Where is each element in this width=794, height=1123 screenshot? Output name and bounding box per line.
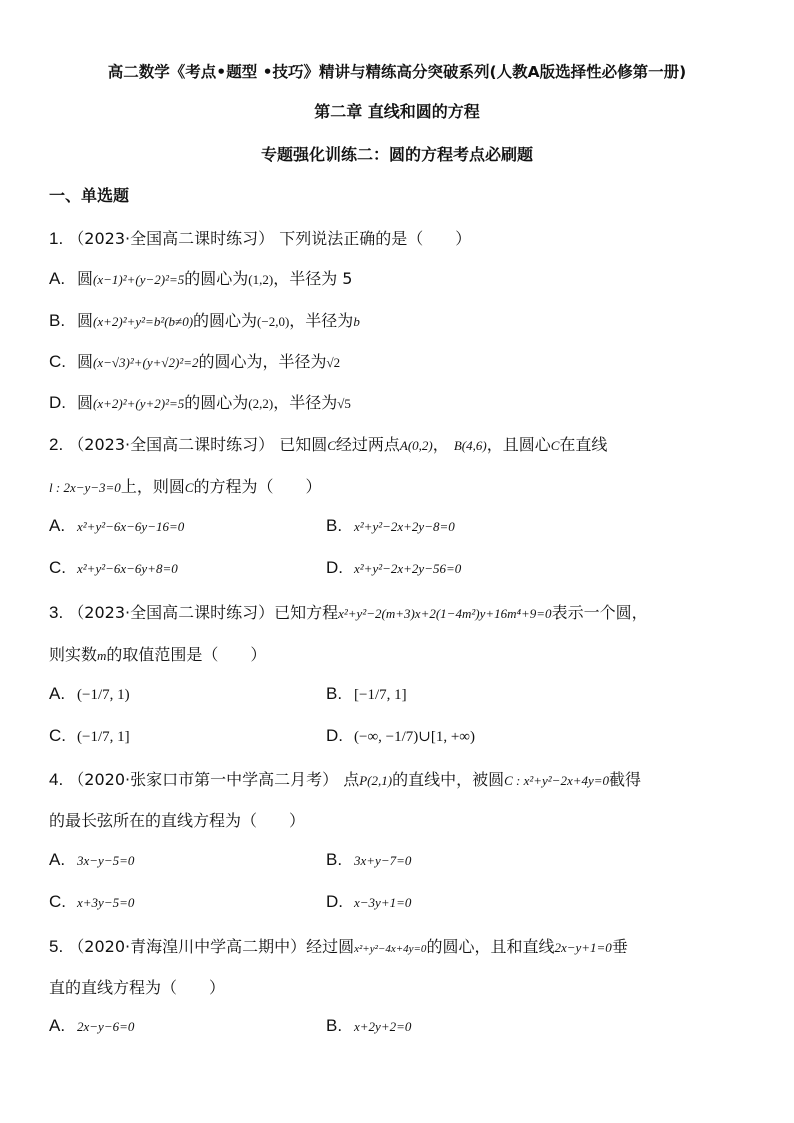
question-4-stem bbox=[49, 767, 641, 790]
question-text: 表示一个圆， bbox=[551, 603, 648, 622]
question-text: 的方程为（ ） bbox=[193, 477, 322, 496]
question-number: 3. bbox=[49, 603, 64, 622]
option-formula: 2x−y−6=0 bbox=[77, 1019, 135, 1034]
option-label: A. bbox=[49, 269, 66, 288]
option-text: ，半径为 5 bbox=[273, 269, 353, 288]
option-label: C. bbox=[49, 352, 66, 371]
question-formula: P(2,1) bbox=[359, 773, 393, 788]
option-text: 圆 bbox=[77, 393, 94, 412]
option-formula: (x−√3)²+(y+√2)²=2 bbox=[93, 355, 199, 370]
question-formula: x²+y²−2(m+3)x+2(1−4m²)y+16m⁴+9=0 bbox=[338, 606, 552, 621]
option-formula: (x−1)²+(y−2)²=5 bbox=[93, 272, 185, 287]
question-formula: m bbox=[97, 648, 107, 663]
option-formula: (−1/7, 1) bbox=[77, 687, 130, 703]
option-label: C. bbox=[49, 558, 66, 577]
question-text: 经过圆 bbox=[306, 937, 355, 956]
question-source: （2023·全国高二课时练习） bbox=[68, 229, 275, 248]
option-label: B. bbox=[326, 850, 343, 869]
question-source: （2023·全国高二课时练习） bbox=[68, 603, 275, 622]
option-formula: (1,2) bbox=[248, 272, 274, 287]
option-formula: x²+y²−2x+2y−8=0 bbox=[354, 519, 455, 534]
question-1-stem bbox=[49, 226, 471, 249]
option-label: A. bbox=[49, 850, 66, 869]
question-2-stem-cont bbox=[49, 474, 322, 497]
option-text: 圆 bbox=[77, 269, 94, 288]
question-text: 直的直线方程为（ ） bbox=[49, 978, 226, 997]
option-label: A. bbox=[49, 1016, 66, 1035]
question-text: 的直线中，被圆 bbox=[392, 770, 505, 789]
option-label: B. bbox=[49, 311, 66, 330]
q1-option-c bbox=[49, 349, 340, 372]
option-label: D. bbox=[326, 558, 343, 577]
question-2-stem bbox=[49, 432, 607, 455]
topic-title: 专题强化训练二：圆的方程考点必刷题 bbox=[260, 145, 533, 164]
question-text: 则实数 bbox=[49, 645, 98, 664]
question-formula: C bbox=[184, 480, 194, 495]
option-label: A. bbox=[49, 684, 66, 703]
question-text: 的取值范围是（ ） bbox=[106, 645, 267, 664]
question-4-stem-cont bbox=[49, 808, 305, 831]
question-formula: l : 2x−y−3=0 bbox=[49, 480, 121, 495]
option-formula: b bbox=[353, 314, 360, 329]
option-formula: (−1/7, 1] bbox=[77, 729, 130, 745]
option-formula: x+2y+2=0 bbox=[354, 1019, 412, 1034]
question-3-stem bbox=[49, 600, 648, 623]
option-formula: [−1/7, 1] bbox=[354, 687, 407, 703]
option-formula: x²+y²−2x+2y−56=0 bbox=[354, 561, 462, 576]
q4-option-c bbox=[49, 892, 134, 912]
q1-option-a bbox=[49, 266, 352, 289]
question-text: 点 bbox=[343, 770, 360, 789]
q2-option-a bbox=[49, 516, 184, 536]
question-text: ，且圆心 bbox=[486, 435, 551, 454]
question-text: 垂 bbox=[611, 937, 628, 956]
q2-option-b bbox=[326, 516, 455, 536]
question-text: 下列说法正确的是（ ） bbox=[279, 229, 472, 248]
q2-option-d bbox=[326, 558, 461, 578]
option-formula: √2 bbox=[326, 355, 341, 370]
option-formula: (2,2) bbox=[248, 396, 274, 411]
option-formula: (−∞, −1/7)∪[1, +∞) bbox=[354, 729, 475, 745]
q1-option-d bbox=[49, 390, 351, 413]
option-formula: 3x−y−5=0 bbox=[77, 853, 135, 868]
option-text: 的圆心为，半径为 bbox=[198, 352, 327, 371]
option-formula: (−2,0) bbox=[257, 314, 290, 329]
question-5-stem-cont bbox=[49, 975, 225, 998]
option-formula: 3x+y−7=0 bbox=[354, 853, 412, 868]
option-label: D. bbox=[326, 726, 343, 745]
question-text: 在直线 bbox=[559, 435, 608, 454]
option-text: ，半径为 bbox=[273, 393, 338, 412]
question-5-stem bbox=[49, 934, 628, 957]
question-formula: x²+y²−4x+4y=0 bbox=[354, 943, 427, 955]
q3-option-c bbox=[49, 726, 130, 746]
section-heading: 一、单选题 bbox=[49, 186, 130, 205]
question-text: 经过两点 bbox=[335, 435, 400, 454]
option-label: B. bbox=[326, 684, 343, 703]
option-label: D. bbox=[326, 892, 343, 911]
q1-option-b bbox=[49, 308, 360, 331]
option-label: C. bbox=[49, 726, 66, 745]
question-text: 截得 bbox=[609, 770, 642, 789]
q4-option-d bbox=[326, 892, 411, 912]
question-text: 的最长弦所在的直线方程为（ ） bbox=[49, 811, 306, 830]
q2-option-c bbox=[49, 558, 178, 578]
option-formula: √5 bbox=[337, 396, 351, 411]
option-label: D. bbox=[49, 393, 66, 412]
question-source: （2020·张家口市第一中学高二月考） bbox=[68, 770, 339, 789]
chapter-title: 第二章 直线和圆的方程 bbox=[314, 102, 480, 121]
option-text: 圆 bbox=[77, 311, 94, 330]
option-label: A. bbox=[49, 516, 66, 535]
option-text: ，半径为 bbox=[289, 311, 354, 330]
question-text: 的圆心，且和直线 bbox=[426, 937, 555, 956]
option-formula: (x+2)²+y²=b²(b≠0) bbox=[93, 314, 194, 329]
question-text: ， bbox=[432, 435, 449, 454]
option-formula: (x+2)²+(y+2)²=5 bbox=[93, 396, 185, 411]
q4-option-b bbox=[326, 850, 411, 870]
question-formula: C : x²+y²−2x+4y=0 bbox=[504, 773, 610, 788]
q3-option-b bbox=[326, 684, 407, 704]
q5-option-a bbox=[49, 1016, 134, 1036]
question-text: 上，则圆 bbox=[120, 477, 185, 496]
series-title: 高二数学《考点•题型 •技巧》精讲与精练高分突破系列(人教A版选择性必修第一册) bbox=[107, 63, 687, 81]
question-number: 2. bbox=[49, 435, 64, 454]
option-text: 圆 bbox=[77, 352, 94, 371]
question-formula: 2x−y+1=0 bbox=[554, 940, 612, 955]
option-text: 的圆心为 bbox=[184, 393, 249, 412]
question-text: 已知圆 bbox=[279, 435, 328, 454]
question-number: 5. bbox=[49, 937, 64, 956]
q3-option-a bbox=[49, 684, 130, 704]
option-label: B. bbox=[326, 516, 343, 535]
question-formula: C bbox=[327, 438, 336, 453]
option-label: C. bbox=[49, 892, 66, 911]
question-text: 已知方程 bbox=[274, 603, 339, 622]
question-formula: B(4,6) bbox=[453, 438, 487, 453]
option-formula: x+3y−5=0 bbox=[77, 895, 135, 910]
option-formula: x²+y²−6x−6y+8=0 bbox=[77, 561, 178, 576]
option-text: 的圆心为 bbox=[184, 269, 249, 288]
question-formula: A(0,2) bbox=[399, 438, 433, 453]
question-3-stem-cont bbox=[49, 642, 266, 665]
q3-option-d bbox=[326, 726, 475, 746]
option-formula: x²+y²−6x−6y−16=0 bbox=[77, 519, 185, 534]
question-source: （2023·全国高二课时练习） bbox=[68, 435, 275, 454]
option-label: B. bbox=[326, 1016, 343, 1035]
question-formula: C bbox=[550, 438, 560, 453]
question-number: 4. bbox=[49, 770, 64, 789]
option-formula: x−3y+1=0 bbox=[354, 895, 412, 910]
option-text: 的圆心为 bbox=[193, 311, 258, 330]
q4-option-a bbox=[49, 850, 134, 870]
question-source: （2020·青海湟川中学高二期中） bbox=[68, 937, 307, 956]
question-number: 1. bbox=[49, 229, 64, 248]
q5-option-b bbox=[326, 1016, 411, 1036]
